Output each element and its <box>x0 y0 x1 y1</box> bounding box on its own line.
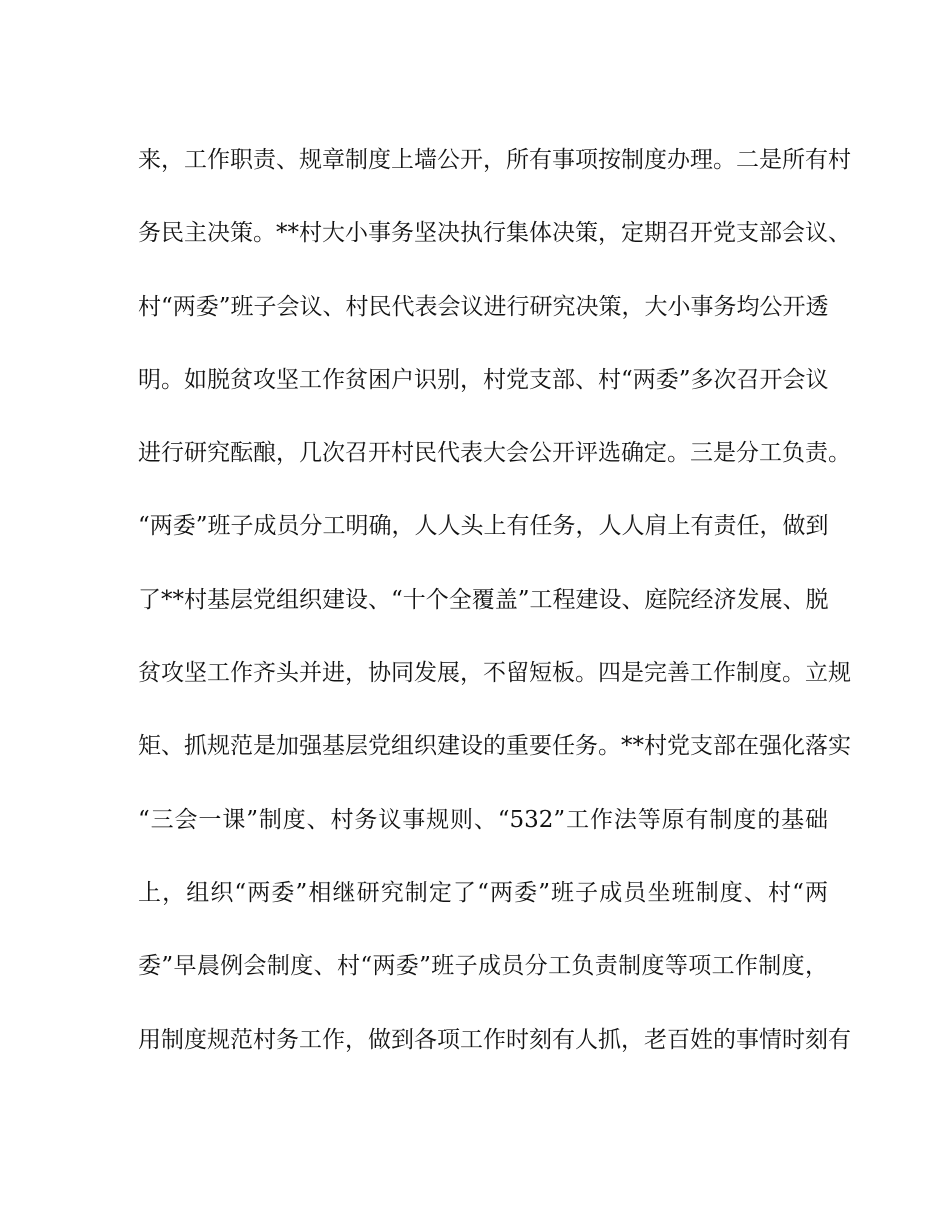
text-line-11: 上，组织“两委”相继研究制定了“两委”班子成员坐班制度、村“两 <box>138 879 828 906</box>
text-line-10: “三会一课”制度、村务议事规则、“532”工作法等原有制度的基础 <box>138 806 828 833</box>
text-line-7: 了**村基层党组织建设、“十个全覆盖”工程建设、庭院经济发展、脱 <box>138 586 829 613</box>
text-line-2: 务民主决策。**村大小事务坚决执行集体决策，定期召开党支部会议、 <box>138 220 851 247</box>
body-text <box>138 140 851 1093</box>
text-line-5: 进行研究酝酿，几次召开村民代表大会公开评选确定。三是分工负责。 <box>138 440 851 467</box>
text-line-6: “两委”班子成员分工明确，人人头上有任务，人人肩上有责任，做到 <box>138 513 829 540</box>
text-line-13: 用制度规范村务工作，做到各项工作时刻有人抓，老百姓的事情时刻有 <box>138 1026 851 1053</box>
text-line-4: 明。如脱贫攻坚工作贫困户识别，村党支部、村“两委”多次召开会议 <box>138 366 829 393</box>
text-line-12: 委”早晨例会制度、村“两委”班子成员分工负责制度等项工作制度， <box>138 953 828 980</box>
text-line-8: 贫攻坚工作齐头并进，协同发展，不留短板。四是完善工作制度。立规 <box>138 660 851 687</box>
text-line-3: 村“两委”班子会议、村民代表会议进行研究决策，大小事务均公开透 <box>138 293 829 320</box>
text-line-9: 矩、抓规范是加强基层党组织建设的重要任务。**村党支部在强化落实 <box>138 733 851 760</box>
text-line-1: 来，工作职责、规章制度上墙公开，所有事项按制度办理。二是所有村 <box>138 147 851 173</box>
